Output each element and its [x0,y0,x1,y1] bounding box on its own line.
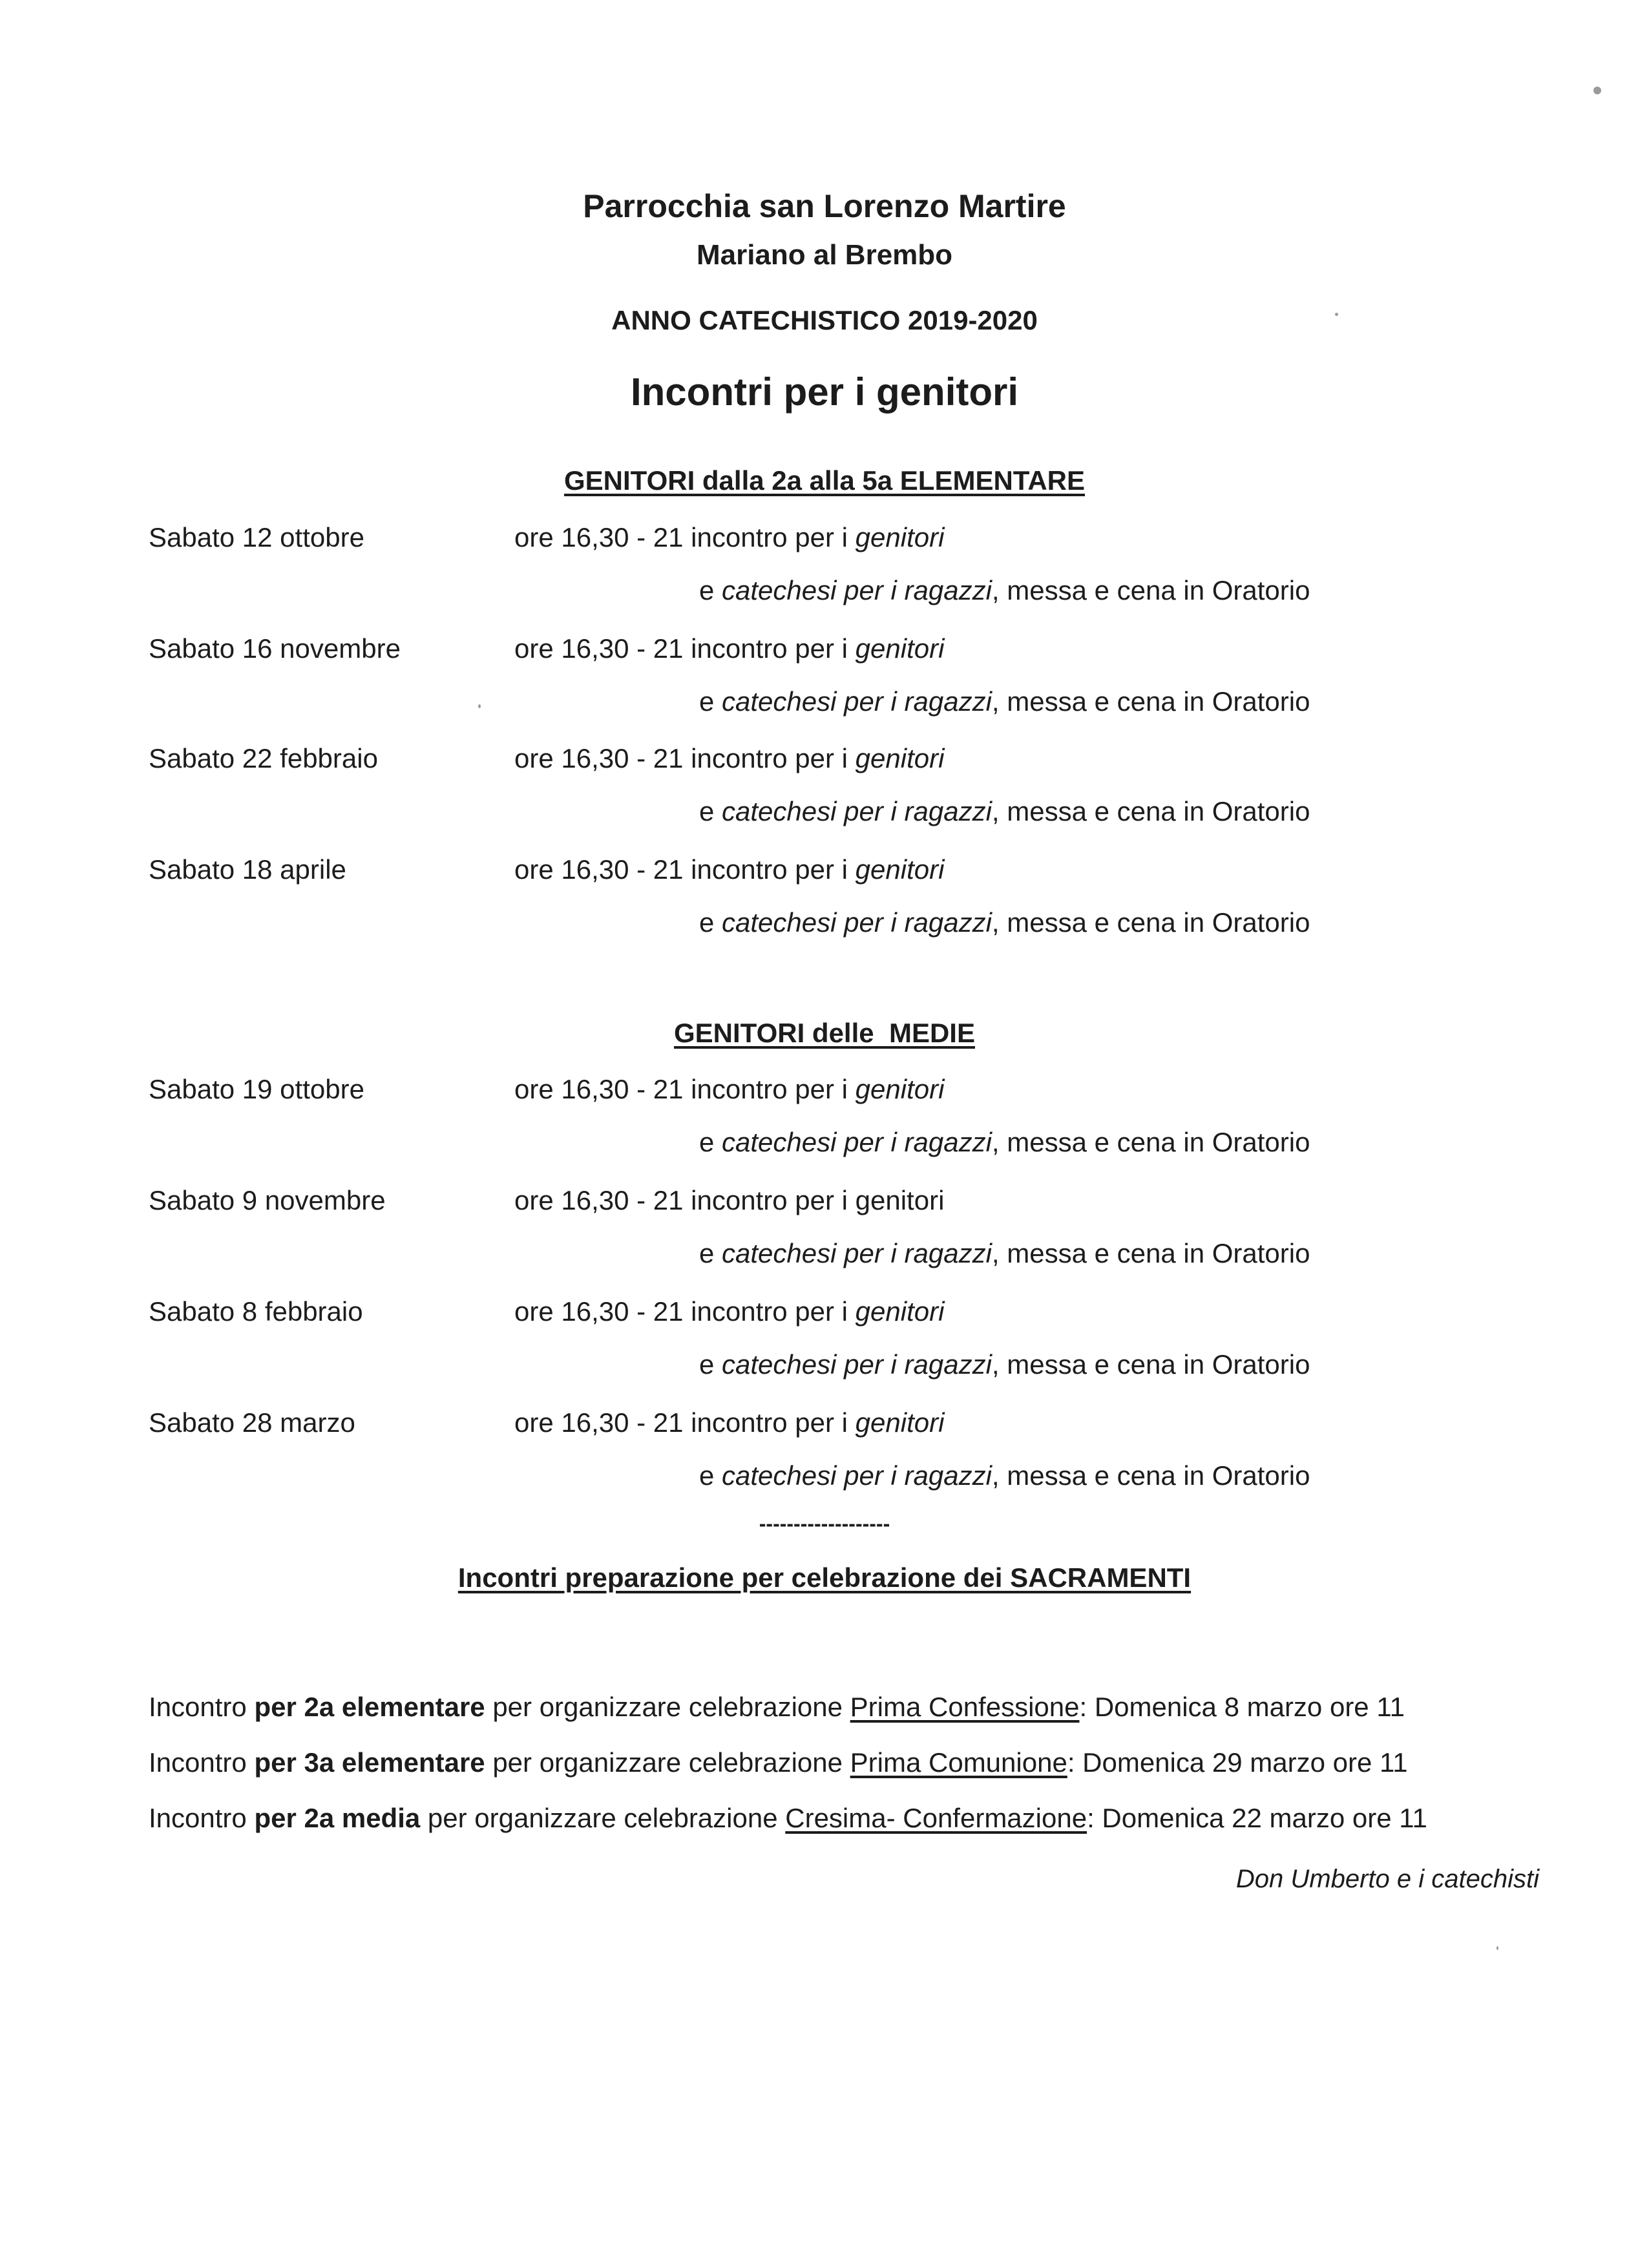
parish-place: Mariano al Brembo [696,239,953,271]
scan-speck [1497,1946,1498,1950]
scan-speck [1593,87,1601,94]
meeting-time: ore 16,30 - 21 incontro per i genitori [514,854,945,885]
meeting-date: Sabato 22 febbraio [149,743,378,773]
sacrament-meeting: Incontro per 2a elementare per organizzare celebrazione Prima Confessione: Domenica 8 marzo ore 11 [149,1692,1405,1722]
sacrament-meeting: Incontro per 3a elementare per organizzare celebrazione Prima Comunione: Domenica 29 marzo ore 11 [149,1747,1408,1778]
divider-line: ------------------- [759,1512,890,1535]
meeting-details: e catechesi per i ragazzi, messa e cena in Oratorio [699,575,1310,605]
meeting-date: Sabato 16 novembre [149,633,401,664]
meeting-details: e catechesi per i ragazzi, messa e cena in Oratorio [699,1349,1310,1380]
meeting-details: e catechesi per i ragazzi, messa e cena in Oratorio [699,907,1310,938]
meeting-date: Sabato 19 ottobre [149,1074,364,1104]
meeting-time: ore 16,30 - 21 incontro per i genitori [514,1185,945,1215]
sacrament-meeting: Incontro per 2a media per organizzare celebrazione Cresima- Confermazione: Domenica 22 marzo ore 11 [149,1803,1427,1833]
meeting-time: ore 16,30 - 21 incontro per i genitori [514,743,945,773]
meeting-date: Sabato 8 febbraio [149,1296,363,1327]
catechism-year: ANNO CATECHISTICO 2019-2020 [611,305,1038,335]
meeting-time: ore 16,30 - 21 incontro per i genitori [514,633,945,664]
page-title: Incontri per i genitori [630,370,1019,414]
section-heading-middle-school: GENITORI delle MEDIE [674,1018,975,1048]
meeting-date: Sabato 12 ottobre [149,522,364,552]
signature: Don Umberto e i catechisti [1235,1865,1539,1893]
section-heading-sacraments: Incontri preparazione per celebrazione dei SACRAMENTI [457,1562,1192,1593]
meeting-date: Sabato 9 novembre [149,1185,386,1215]
meeting-details: e catechesi per i ragazzi, messa e cena in Oratorio [699,796,1310,826]
meeting-date: Sabato 28 marzo [149,1407,355,1438]
meeting-time: ore 16,30 - 21 incontro per i genitori [514,1074,945,1104]
meeting-date: Sabato 18 aprile [149,854,346,885]
meeting-details: e catechesi per i ragazzi, messa e cena in Oratorio [699,1127,1310,1157]
parish-name: Parrocchia san Lorenzo Martire [583,188,1066,224]
scan-speck [1335,313,1338,316]
meeting-details: e catechesi per i ragazzi, messa e cena in Oratorio [699,686,1310,717]
meeting-details: e catechesi per i ragazzi, messa e cena in Oratorio [699,1460,1310,1491]
scan-speck [478,704,481,708]
meeting-time: ore 16,30 - 21 incontro per i genitori [514,1296,945,1327]
meeting-time: ore 16,30 - 21 incontro per i genitori [514,1407,945,1438]
section-heading-elementary: GENITORI dalla 2a alla 5a ELEMENTARE [563,465,1086,496]
meeting-details: e catechesi per i ragazzi, messa e cena in Oratorio [699,1238,1310,1268]
meeting-time: ore 16,30 - 21 incontro per i genitori [514,522,945,552]
